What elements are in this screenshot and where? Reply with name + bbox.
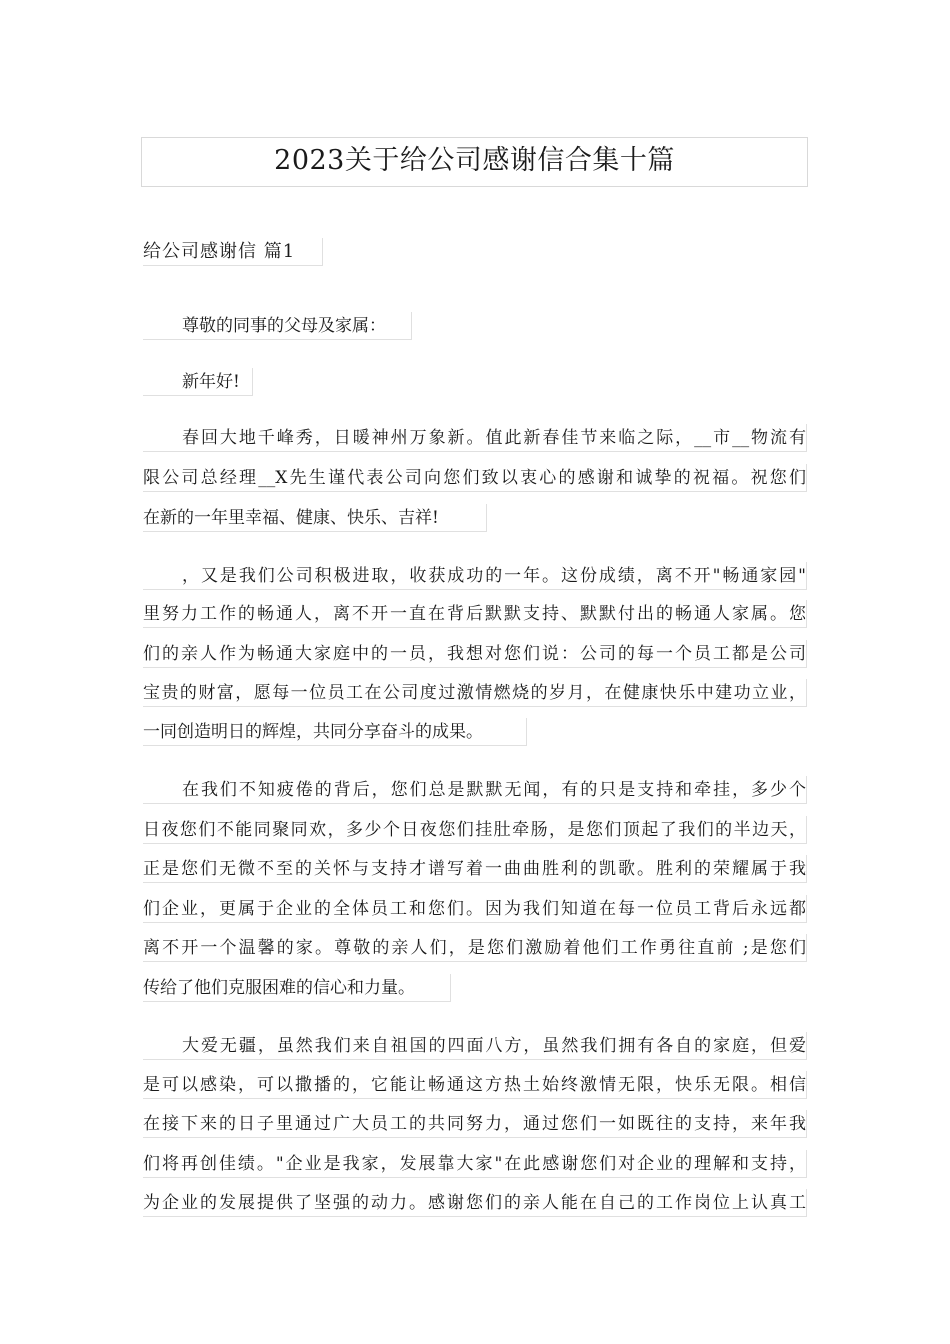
paragraph-line: 日夜您们不能同聚同欢，多少个日夜您们挂肚牵肠，是您们顶起了我们的半边天， [143, 816, 807, 844]
paragraph-line: 为企业的发展提供了坚强的动力。感谢您们的亲人能在自己的工作岗位上认真工 [143, 1189, 807, 1217]
paragraph-line: 是可以感染，可以撒播的，它能让畅通这方热土始终激情无限，快乐无限。相信 [143, 1071, 807, 1099]
paragraph-line: 限公司总经理__X先生谨代表公司向您们致以衷心的感谢和诚挚的祝福。祝您们 [143, 464, 807, 492]
paragraph-line: 传给了他们克服困难的信心和力量。 [143, 974, 451, 1002]
salutation: 尊敬的同事的父母及家属： [143, 312, 412, 340]
paragraph-line: 一同创造明日的辉煌，共同分享奋斗的成果。 [143, 718, 527, 746]
paragraph-line: 们将再创佳绩。"企业是我家，发展靠大家"在此感谢您们对企业的理解和支持， [143, 1150, 807, 1178]
paragraph-line: 正是您们无微不至的关怀与支持才谱写着一曲曲胜利的凯歌。胜利的荣耀属于我 [143, 855, 807, 883]
greeting: 新年好! [143, 368, 253, 396]
paragraph-line: ，又是我们公司积极进取，收获成功的一年。这份成绩，离不开"畅通家园" [143, 562, 807, 590]
paragraph-line: 宝贵的财富，愿每一位员工在公司度过激情燃烧的岁月，在健康快乐中建功立业， [143, 679, 807, 707]
paragraph-line: 在新的一年里幸福、健康、快乐、吉祥! [143, 504, 487, 532]
paragraph-line: 们的亲人作为畅通大家庭中的一员，我想对您们说：公司的每一个员工都是公司 [143, 640, 807, 668]
paragraph-line: 们企业，更属于企业的全体员工和您们。因为我们知道在每一位员工背后永远都 [143, 895, 807, 923]
document-title: 2023关于给公司感谢信合集十篇 [274, 145, 675, 176]
paragraph-line: 在接下来的日子里通过广大员工的共同努力，通过您们一如既往的支持，来年我 [143, 1110, 807, 1138]
paragraph-line: 在我们不知疲倦的背后，您们总是默默无闻，有的只是支持和牵挂，多少个 [143, 776, 807, 804]
paragraph-line: 春回大地千峰秀，日暖神州万象新。值此新春佳节来临之际，__市__物流有 [143, 424, 807, 452]
paragraph-line: 里努力工作的畅通人，离不开一直在背后默默支持、默默付出的畅通人家属。您 [143, 600, 807, 628]
paragraph-line: 大爱无疆，虽然我们来自祖国的四面八方，虽然我们拥有各自的家庭，但爱 [143, 1032, 807, 1060]
paragraph-line: 离不开一个温馨的家。尊敬的亲人们，是您们激励着他们工作勇往直前 ;是您们 [143, 934, 807, 962]
section-heading: 给公司感谢信 篇1 [143, 238, 323, 266]
